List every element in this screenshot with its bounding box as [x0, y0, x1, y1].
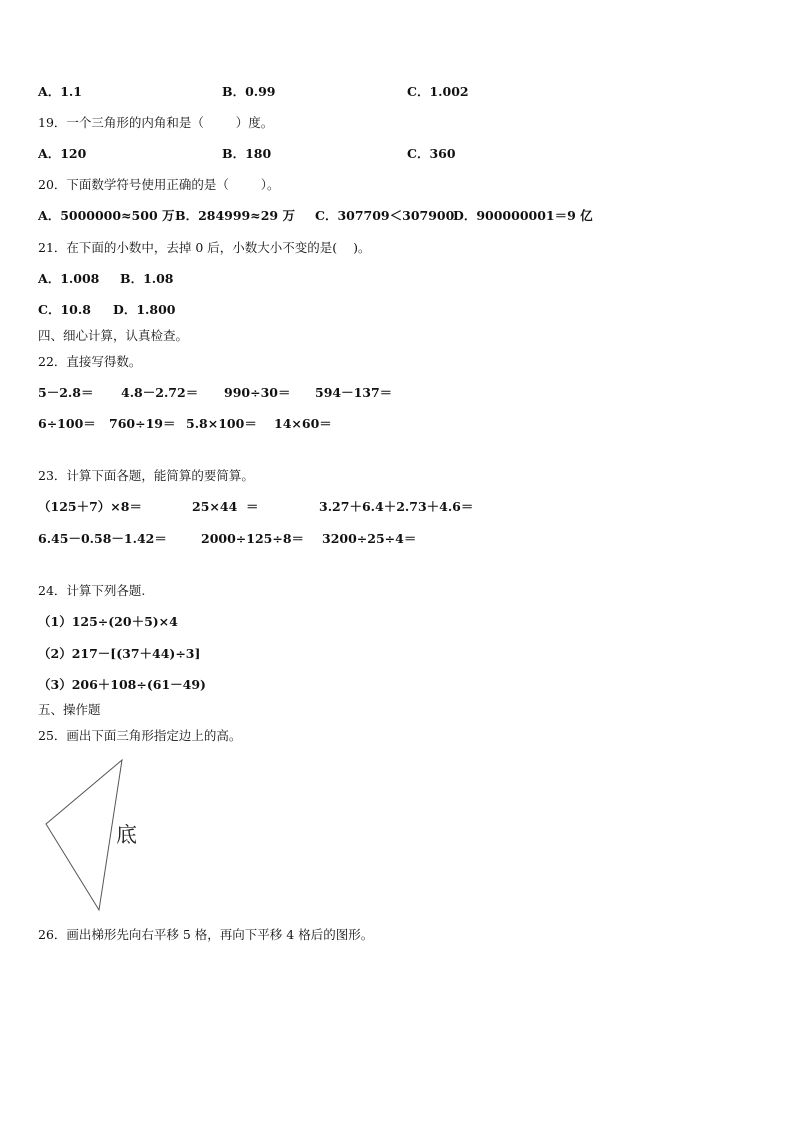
q22-r2-c2: 760÷19＝ — [109, 416, 176, 431]
q21-option-d: D．1.800 — [113, 302, 176, 317]
q20-option-b: B．284999≈29 万 — [175, 208, 295, 223]
q23-r1-c1: （125＋7）×8＝ — [38, 499, 142, 514]
q20-option-c: C．307709＜307900 — [315, 208, 455, 223]
q20-stem: 20．下面数学符号使用正确的是（ ）。 — [38, 177, 280, 192]
q22-r2-c1: 6÷100＝ — [38, 416, 96, 431]
q19-option-c: C．360 — [407, 146, 456, 161]
q23-r2-c2: 2000÷125÷8＝ — [201, 531, 305, 546]
q24-item-3: （3）206＋108÷(61－49) — [38, 677, 206, 692]
q23-r2-c1: 6.45－0.58－1.42＝ — [38, 531, 167, 546]
section-5-heading: 五、操作题 — [38, 702, 101, 717]
q22-r2-c3: 5.8×100＝ — [186, 416, 257, 431]
q21-option-b: B．1.08 — [120, 271, 174, 286]
q26-stem: 26．画出梯形先向右平移 5 格，再向下平移 4 格后的图形。 — [38, 927, 374, 942]
q19-option-b: B．180 — [222, 146, 272, 161]
q22-r2-c4: 14×60＝ — [274, 416, 332, 431]
q20-option-d: D．900000001＝9 亿 — [453, 208, 593, 223]
q23-stem: 23．计算下面各题，能简算的要简算。 — [38, 468, 254, 483]
base-side-label: 底 — [116, 823, 137, 847]
q21-stem: 21．在下面的小数中，去掉 0 后，小数大小不变的是( )。 — [38, 240, 371, 255]
q21-option-c: C．10.8 — [38, 302, 91, 317]
section-4-heading: 四、细心计算，认真检查。 — [38, 328, 189, 343]
q19-option-a: A．120 — [38, 146, 87, 161]
q23-r1-c3: 3.27＋6.4＋2.73＋4.6＝ — [319, 499, 474, 514]
q23-r1-c2: 25×44 ＝ — [192, 499, 259, 514]
q23-r2-c3: 3200÷25÷4＝ — [322, 531, 417, 546]
q22-r1-c2: 4.8－2.72＝ — [121, 385, 199, 400]
q22-r1-c3: 990÷30＝ — [224, 385, 291, 400]
triangle-shape — [46, 760, 122, 910]
q24-item-2: （2）217－[(37＋44)÷3] — [38, 646, 201, 661]
q22-r1-c1: 5－2.8＝ — [38, 385, 94, 400]
q18-option-c: C．1.002 — [407, 84, 469, 99]
q24-item-1: （1）125÷(20＋5)×4 — [38, 614, 178, 629]
q19-stem: 19．一个三角形的内角和是（ ）度。 — [38, 115, 274, 130]
q24-stem: 24．计算下列各题. — [38, 583, 146, 598]
q25-stem: 25．画出下面三角形指定边上的高。 — [38, 728, 242, 743]
q21-option-a: A．1.008 — [38, 271, 100, 286]
q22-r1-c4: 594－137＝ — [315, 385, 393, 400]
q18-option-a: A．1.1 — [38, 84, 82, 99]
q20-option-a: A．5000000≈500 万 — [38, 208, 175, 223]
q18-option-b: B．0.99 — [222, 84, 276, 99]
q22-stem: 22．直接写得数。 — [38, 354, 142, 369]
